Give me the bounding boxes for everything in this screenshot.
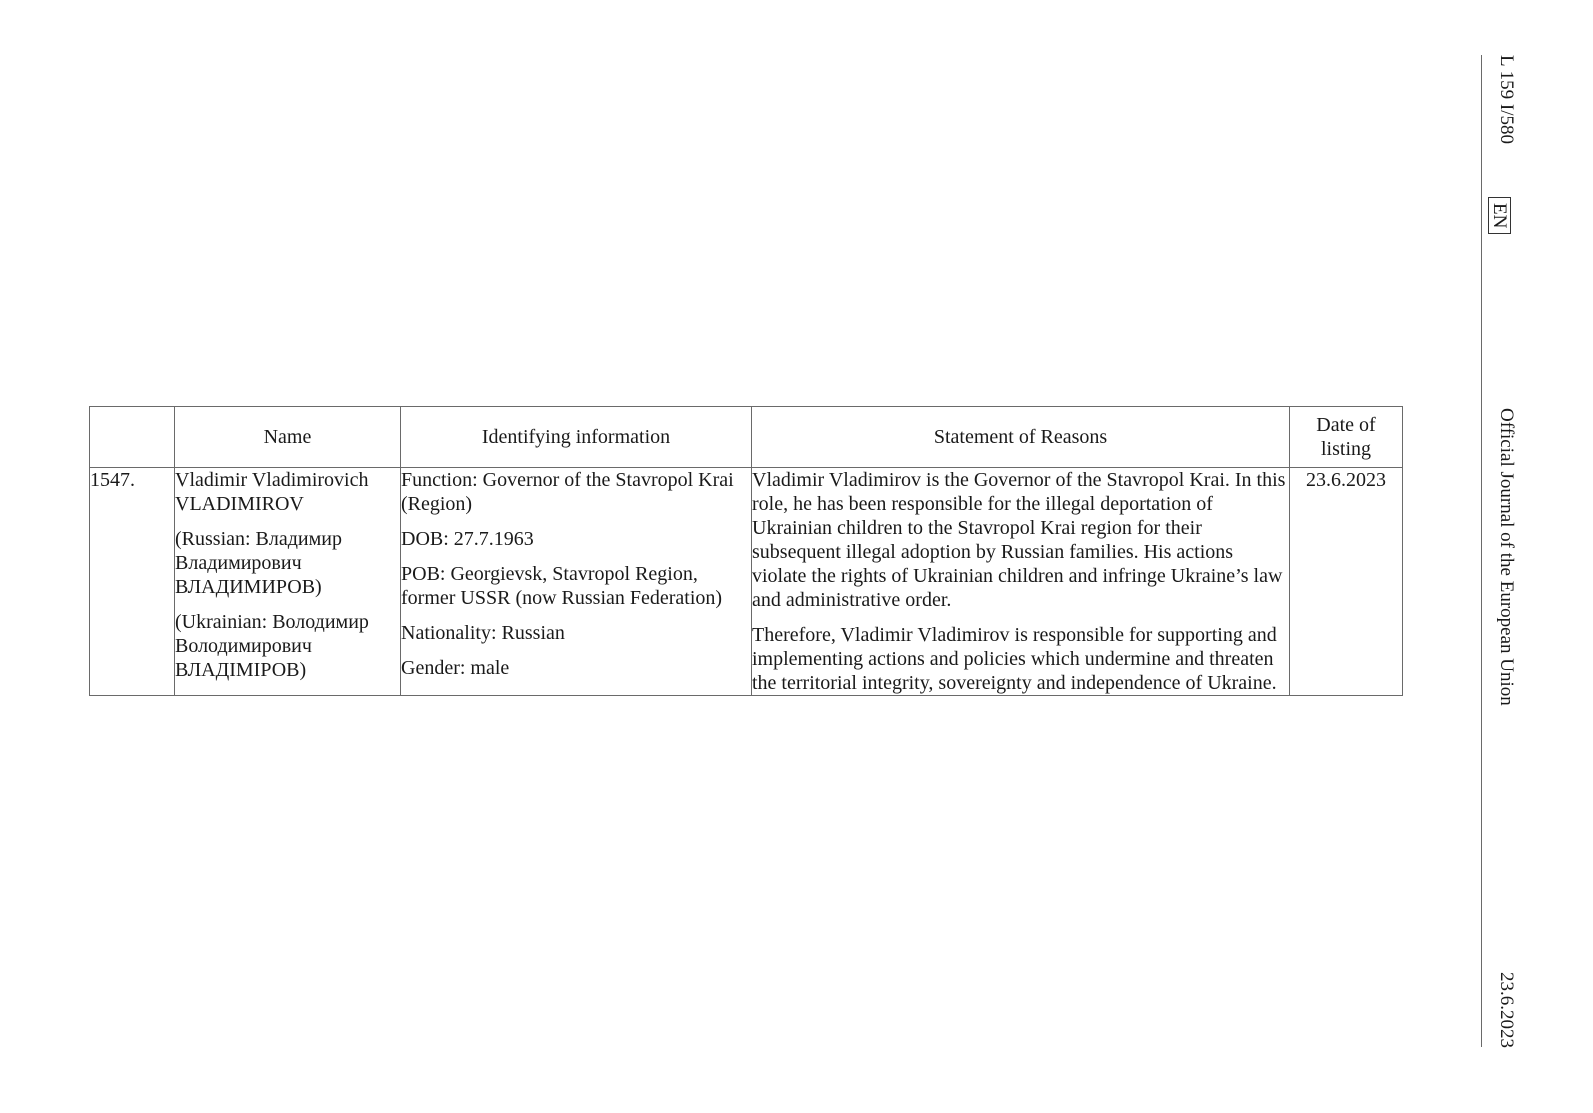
reasons-cell — [752, 468, 1290, 696]
name-russian: (Russian: Владимир Владимирович ВЛАДИМИРОВ) — [175, 528, 342, 598]
table-header-row — [90, 407, 1403, 468]
name-latin-line1: Vladimir Vladimirovich — [175, 469, 369, 491]
row-number: 1547. — [90, 468, 175, 696]
margin-rule — [1481, 55, 1482, 1047]
language-badge: EN — [1488, 197, 1511, 234]
id-dob: DOB: 27.7.1963 — [401, 528, 534, 550]
name-latin — [175, 468, 400, 516]
sanctions-table — [89, 406, 1403, 696]
table-row — [90, 468, 1403, 696]
identifying-cell — [401, 468, 752, 696]
reasons-paragraph-2: Therefore, Vladimir Vladimirov is responsible for supporting and implementing actions and policies which undermine and threaten the territorial integrity, sovereignty and independence of Ukraine. — [752, 624, 1277, 694]
id-pob: POB: Georgievsk, Stavropol Region, former USSR (now Russian Federation) — [401, 563, 723, 609]
reasons-paragraph-1: Vladimir Vladimirov is the Governor of the Stavropol Krai. In this role, he has been responsible for the illegal deportation of Ukrainian children to the Stavropol Krai region for their subsequent illegal adoption by Russian families. His actions violate the rights of Ukrainian children and infringe Ukraine’s law and administrative order. — [752, 469, 1286, 611]
journal-title: Official Journal of the European Union — [1496, 408, 1517, 706]
name-latin-line2: VLADIMIROV — [175, 493, 304, 515]
journal-date: 23.6.2023 — [1496, 972, 1517, 1048]
journal-reference: L 159 I/580 — [1496, 55, 1517, 145]
name-cell — [175, 468, 401, 696]
header-identifying-information: Identifying information — [401, 407, 752, 468]
id-gender: Gender: male — [401, 657, 510, 679]
header-date-of-listing: Date of listing — [1290, 407, 1403, 468]
date-of-listing-cell: 23.6.2023 — [1290, 468, 1403, 696]
name-ukrainian: (Ukrainian: Володимир Володимирович ВЛАДІМІРОВ) — [175, 611, 369, 681]
id-nationality: Nationality: Russian — [401, 622, 565, 644]
id-function: Function: Governor of the Stavropol Krai (Region) — [401, 469, 734, 515]
sanctions-table-container — [89, 406, 1402, 696]
header-statement-of-reasons: Statement of Reasons — [752, 407, 1290, 468]
header-number — [90, 407, 175, 468]
header-name: Name — [175, 407, 401, 468]
